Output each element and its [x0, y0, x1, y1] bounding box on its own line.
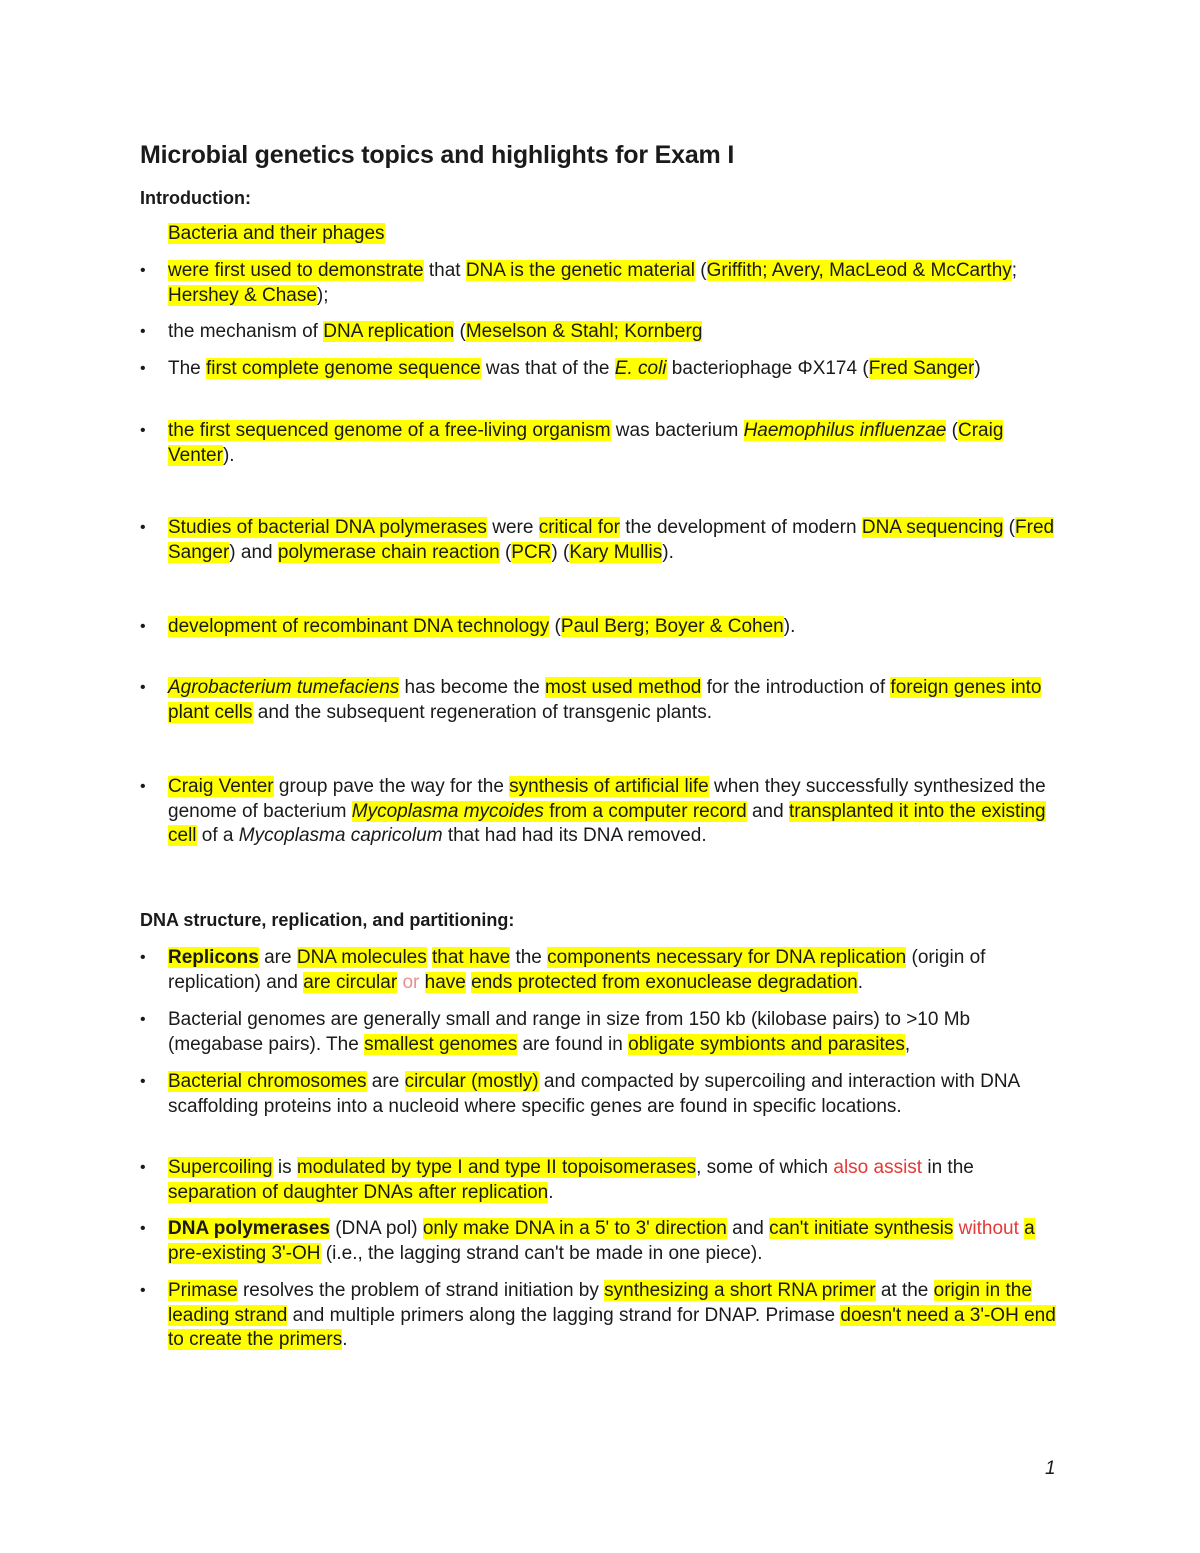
bullet-icon: •: [140, 778, 146, 795]
intro-bullet-2: the mechanism of DNA replication (Meselson & Stahl; Kornberg: [168, 321, 703, 342]
bullet-icon: •: [140, 1159, 146, 1176]
page-number: 1: [1045, 1458, 1056, 1479]
bullet-icon: •: [140, 1220, 146, 1237]
intro-bullet-1: were first used to demonstrate that DNA is the genetic material (Griffith; Avery, MacLeod & McCarthy; Hershey & Chase);: [168, 260, 1018, 306]
bullet-icon: •: [140, 519, 146, 536]
introduction-heading: Introduction:: [140, 188, 251, 208]
dna-bullet-4: Supercoiling is modulated by type I and type II topoisomerases, some of which also assist in the separation of daughter DNAs after replication.: [168, 1157, 974, 1203]
intro-lead: Bacteria and their phages: [168, 223, 385, 244]
bullet-icon: •: [140, 323, 146, 340]
intro-bullet-3: The first complete genome sequence was that of the E. coli bacteriophage ΦX174 (Fred Sanger): [168, 358, 981, 379]
bullet-icon: •: [140, 422, 146, 439]
bullet-icon: •: [140, 262, 146, 279]
intro-bullet-6: development of recombinant DNA technology (Paul Berg; Boyer & Cohen).: [168, 616, 796, 637]
document-title: Microbial genetics topics and highlights for Exam I: [140, 141, 735, 169]
bullet-icon: •: [140, 1282, 146, 1299]
bullet-icon: •: [140, 360, 146, 377]
dna-bullet-1: Replicons are DNA molecules that have the components necessary for DNA replication (origin of replication) and are circular or have ends protected from exonuclease degradation.: [168, 947, 986, 993]
intro-bullet-4: the first sequenced genome of a free-living organism was bacterium Haemophilus influenzae (Craig Venter).: [168, 420, 1004, 466]
dna-section-heading: DNA structure, replication, and partitioning:: [140, 910, 515, 930]
dna-bullet-3: Bacterial chromosomes are circular (mostly) and compacted by supercoiling and interaction with DNA scaffolding proteins into a nucleoid where specific genes are found in specific locations.: [168, 1071, 1020, 1117]
dna-bullet-2: Bacterial genomes are generally small and range in size from 150 kb (kilobase pairs) to >10 Mb (megabase pairs). The smallest genomes are found in obligate symbionts and parasites,: [168, 1009, 971, 1055]
bullet-icon: •: [140, 679, 146, 696]
intro-bullet-8: Craig Venter group pave the way for the synthesis of artificial life when they successfully synthesized the genome of bacterium Mycoplasma mycoides from a computer record and transplanted it into the existing cell of a Mycoplasma capricolum that had had its DNA removed.: [168, 776, 1046, 846]
dna-bullet-6: Primase resolves the problem of strand initiation by synthesizing a short RNA primer at the origin in the leading strand and multiple primers along the lagging strand for DNAP. Primase doesn't need a 3'-OH end to create the primers.: [168, 1280, 1056, 1350]
bullet-icon: •: [140, 949, 146, 966]
intro-bullet-5: Studies of bacterial DNA polymerases were critical for the development of modern DNA sequencing (Fred Sanger) and polymerase chain reaction (PCR) (Kary Mullis).: [168, 517, 1055, 563]
intro-bullet-7: Agrobacterium tumefaciens has become the most used method for the introduction of foreign genes into plant cells and the subsequent regeneration of transgenic plants.: [168, 677, 1042, 723]
bullet-icon: •: [140, 1011, 146, 1028]
dna-bullet-5: DNA polymerases (DNA pol) only make DNA in a 5' to 3' direction and can't initiate synthesis without a pre-existing 3'-OH (i.e., the lagging strand can't be made in one piece).: [168, 1218, 1035, 1264]
bullet-icon: •: [140, 1073, 146, 1090]
bullet-icon: •: [140, 618, 146, 635]
